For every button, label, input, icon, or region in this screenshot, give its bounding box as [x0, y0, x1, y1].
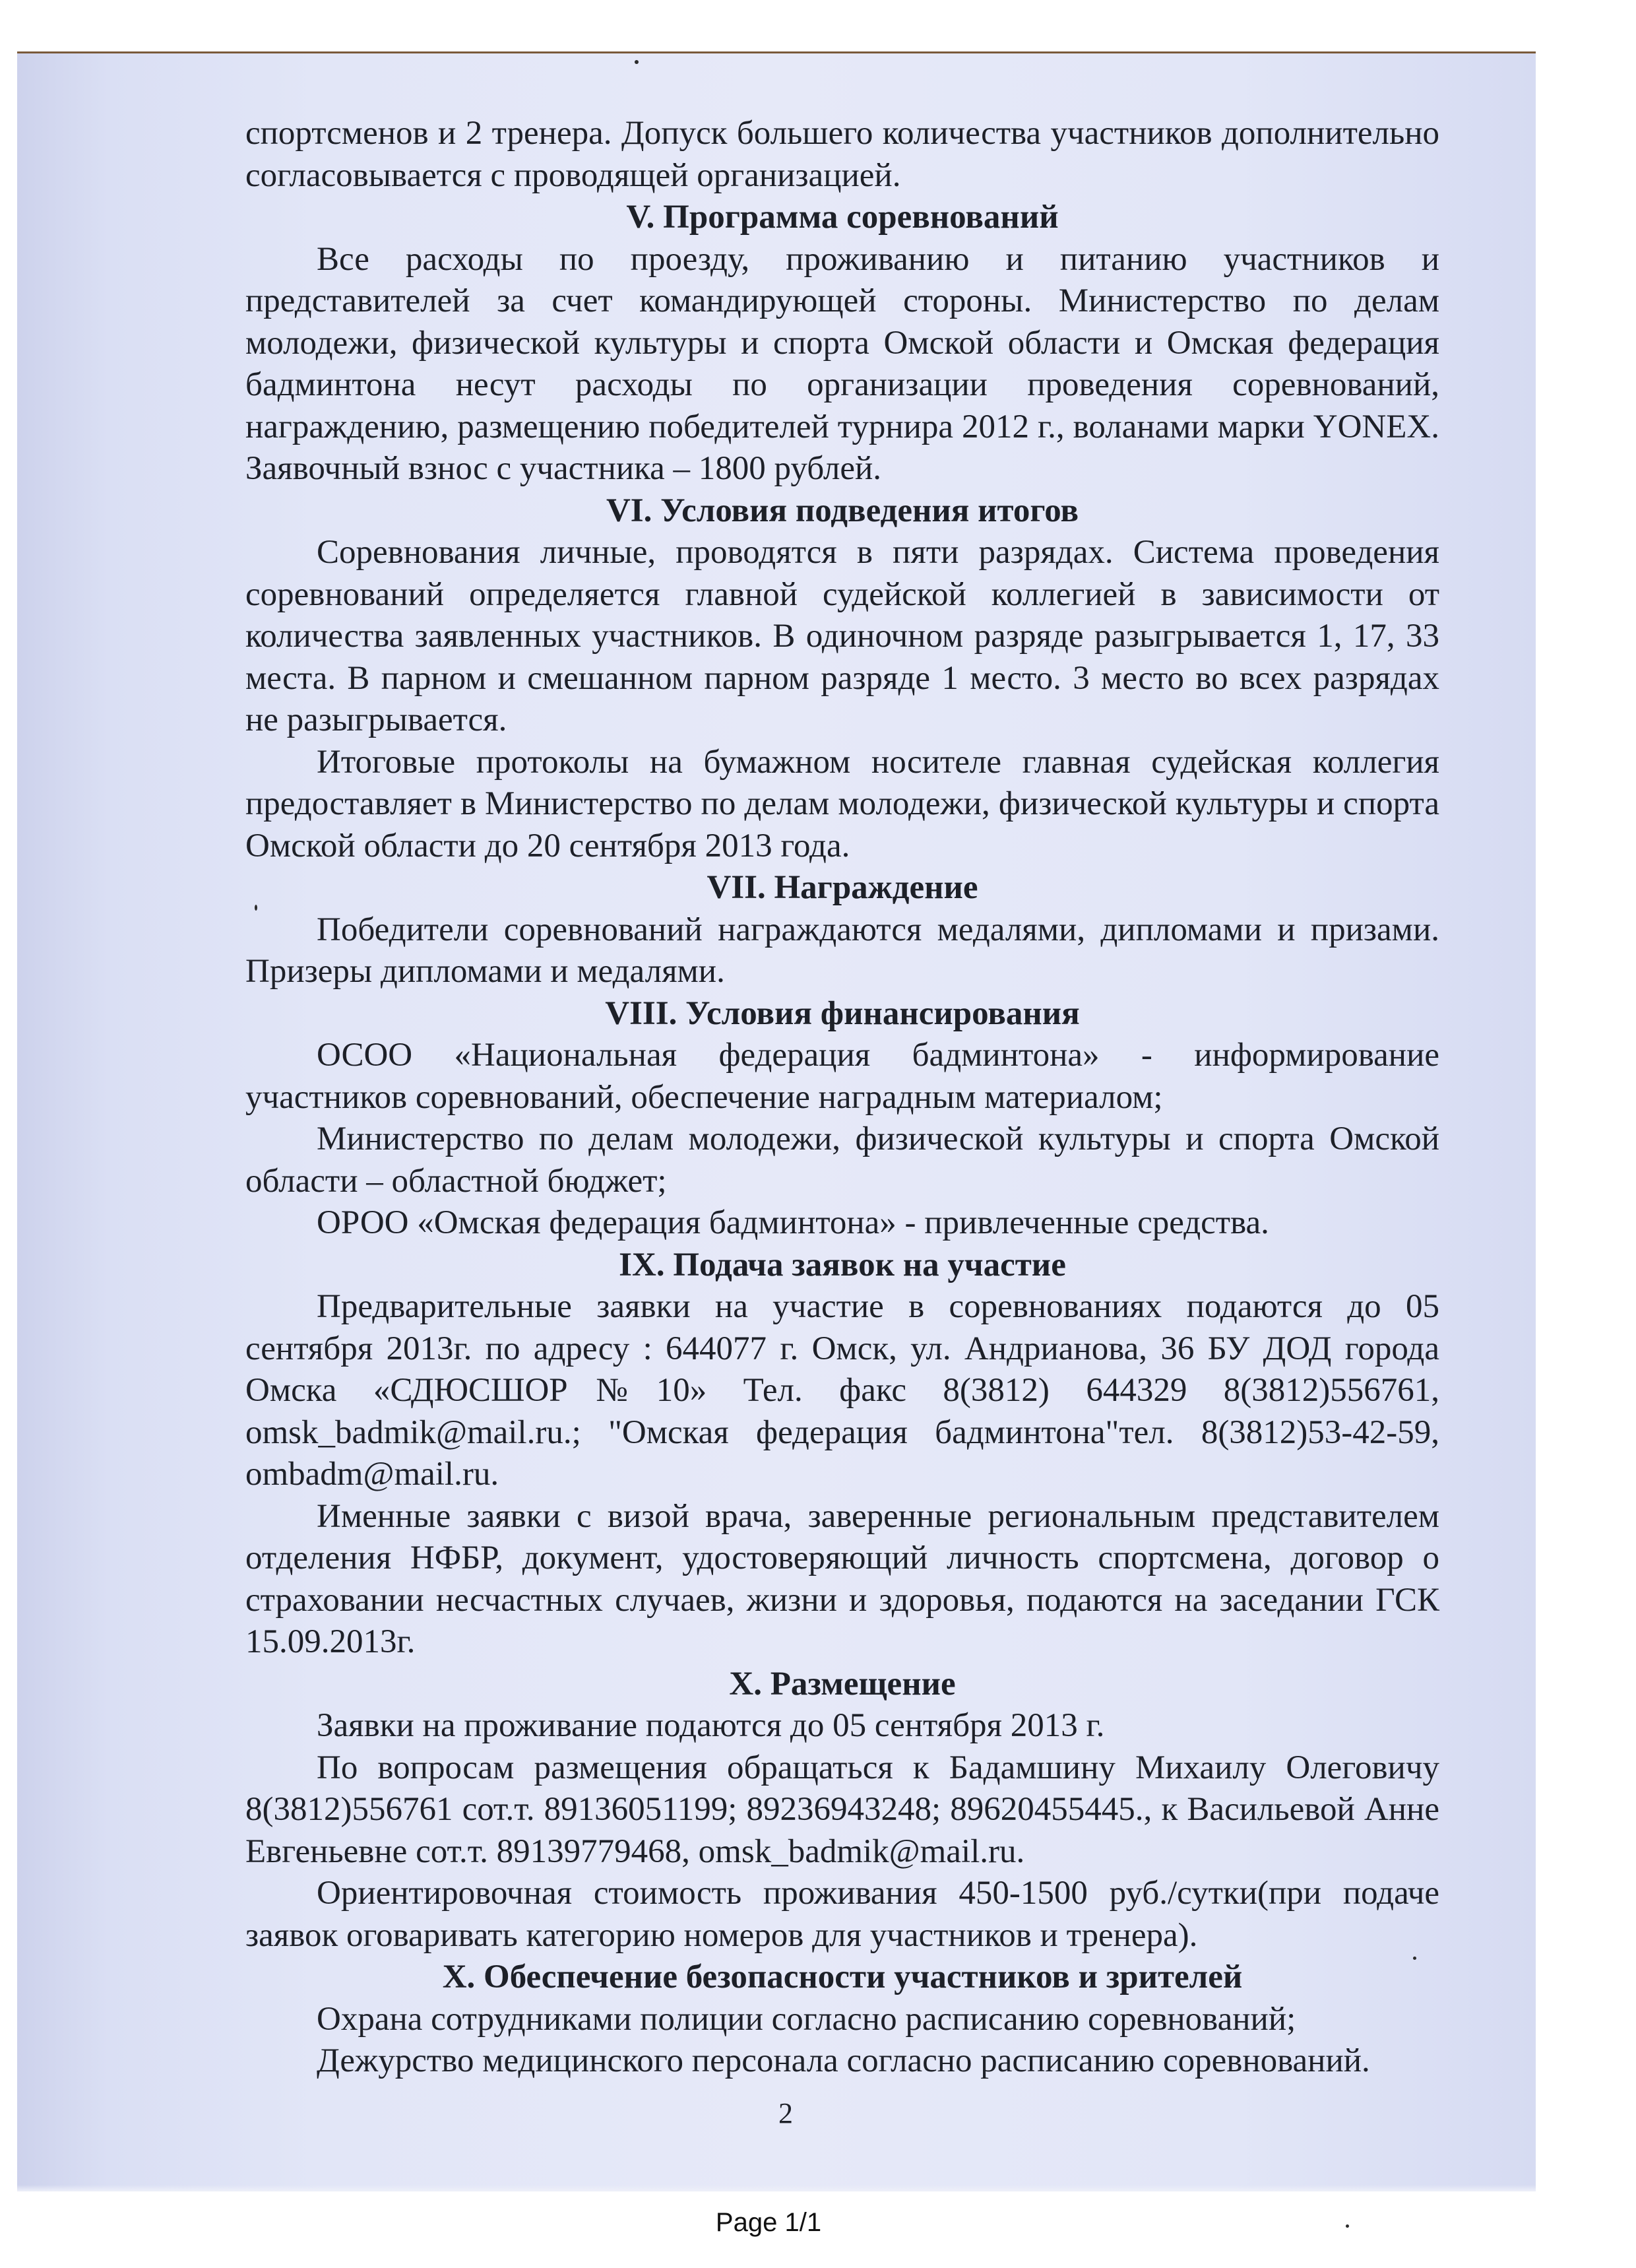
print-footer: Page 1/1	[715, 2208, 822, 2237]
section-heading: VI. Условия подведения итогов	[606, 492, 1079, 529]
paragraph: Охрана сотрудниками полиции согласно расписанию соревнований;	[317, 2000, 1296, 2038]
paragraph: Заявки на проживание подаются до 05 сентября 2013 г.	[317, 1707, 1105, 1744]
paragraph: Итоговые протоколы на бумажном носителе главная судейская коллегия предоставляет в Министерство по делам молодежи, физической культуры и спорта Омской области до 20 сентября 2013 года.	[245, 743, 1439, 864]
page-number: 2	[778, 2097, 793, 2129]
paragraph: ОСОО «Национальная федерация бадминтона» - информирование участников соревнований, обеспечение наградным материалом;	[245, 1037, 1439, 1116]
section-heading: VII. Награждение	[707, 869, 978, 906]
paragraph: Ориентировочная стоимость проживания 450-1500 руб./сутки(при подаче заявок оговаривать категорию номеров для участников и тренера).	[245, 1875, 1439, 1954]
paragraph: Именные заявки с визой врача, заверенные региональным представителем отделения НФБР, документ, удостоверяющий личность спортсмена, договор о страховании несчастных случаев, жизни и здоровья, подаются на заседании ГСК 15.09.2013г.	[245, 1497, 1439, 1660]
section-heading: IX. Подача заявок на участие	[619, 1246, 1066, 1283]
section-heading: X. Размещение	[729, 1665, 956, 1702]
paragraph: Предварительные заявки на участие в соревнованиях подаются до 05 сентября 2013г. по адресу : 644077 г. Омск, ул. Андрианова, 36 БУ ДОД города Омска «СДЮСШОР№10» Тел. факс 8(3812) 644329 8(3812)556761, omsk_badmik@mail.ru.; "Омская федерация бадминтона"тел. 8(3812)53-42-59, ombadm@mail.ru.	[245, 1288, 1439, 1493]
paragraph: Соревнования личные, проводятся в пяти разрядах. Система проведения соревнований определяется главной судейской коллегией в зависимости от количества заявленных участников. В одиночном разряде разыгрывается 1, 17, 33 места. В парном и смешанном парном разряде 1 место. 3 место во всех разрядах не разыгрывается.	[245, 534, 1439, 738]
paragraph: спортсменов и 2 тренера. Допуск большего количества участников дополнительно согласовывается с проводящей организацией.	[245, 115, 1439, 194]
paragraph: Все расходы по проезду, проживанию и питанию участников и представителей за счет командирующей стороны. Министерство по делам молодежи, физической культуры и спорта Омской области и Омская федерация бадминтона несут расходы по организации проведения соревнований, награждению, размещению победителей турнира 2012 г., воланами марки YONEX. Заявочный взнос с участника – 1800 рублей.	[245, 240, 1439, 487]
scanned-page	[17, 51, 1536, 2191]
paragraph: Победители соревнований награждаются медалями, дипломами и призами. Призеры дипломами и медалями.	[245, 911, 1439, 990]
paragraph: ОРОО «Омская федерация бадминтона» - привлеченные средства.	[317, 1204, 1269, 1241]
section-heading: X. Обеспечение безопасности участников и зрителей	[442, 1959, 1243, 1995]
document-body	[245, 113, 1439, 2083]
scan-speck	[635, 60, 639, 64]
paragraph: Министерство по делам молодежи, физической культуры и спорта Омской области – областной бюджет;	[245, 1120, 1439, 1200]
paragraph: По вопросам размещения обращаться к Бадамшину Михаилу Олеговичу 8(3812)556761 сот.т. 89136051199; 89236943248; 89620455445., к Васильевой Анне Евгеньевне сот.т. 89139779468, omsk_badmik@mail.ru.	[245, 1749, 1439, 1870]
section-heading: V. Программа соревнований	[626, 199, 1059, 236]
paragraph: Дежурство медицинского персонала согласно расписанию соревнований.	[317, 2042, 1370, 2079]
section-heading: VIII. Условия финансирования	[605, 994, 1080, 1032]
